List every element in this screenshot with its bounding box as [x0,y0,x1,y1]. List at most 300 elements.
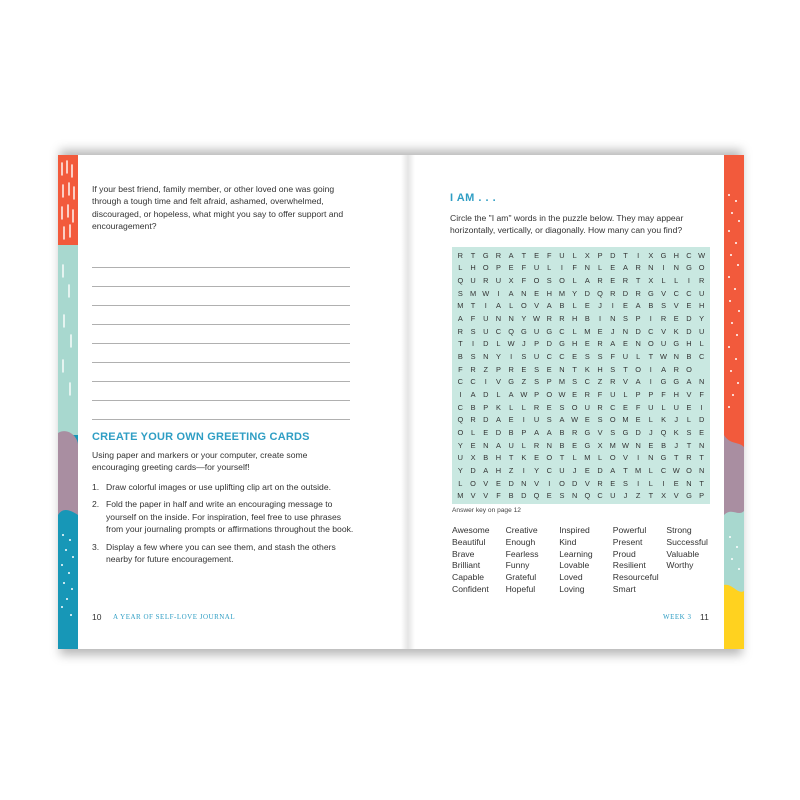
puzzle-letter[interactable]: L [572,326,577,336]
puzzle-letter[interactable]: E [470,440,476,450]
puzzle-letter[interactable]: F [496,491,501,501]
puzzle-letter[interactable]: E [534,288,539,298]
puzzle-letter[interactable]: X [508,276,514,286]
puzzle-letter[interactable]: T [623,364,628,374]
puzzle-letter[interactable]: L [458,263,463,273]
puzzle-letter[interactable]: D [521,491,527,501]
puzzle-letter[interactable]: I [662,263,665,273]
puzzle-letter[interactable]: Z [521,377,527,387]
puzzle-letter[interactable]: Y [534,465,539,475]
puzzle-letter[interactable]: N [622,326,629,336]
puzzle-letter[interactable]: O [546,389,553,399]
puzzle-letter[interactable]: H [470,263,476,273]
puzzle-letter[interactable]: G [508,377,515,387]
puzzle-letter[interactable]: L [496,339,501,349]
puzzle-letter[interactable]: Y [521,314,527,324]
puzzle-letter[interactable]: L [636,352,641,362]
puzzle-letter[interactable]: G [584,440,591,450]
puzzle-letter[interactable]: L [686,415,691,425]
puzzle-letter[interactable]: D [622,288,629,298]
puzzle-letter[interactable]: L [661,276,666,286]
puzzle-letter[interactable]: J [572,465,577,475]
puzzle-letter[interactable]: P [495,263,501,273]
puzzle-letter[interactable]: L [572,276,577,286]
puzzle-letter[interactable]: E [572,440,578,450]
writing-line[interactable] [92,382,350,401]
puzzle-letter[interactable]: E [546,491,552,501]
puzzle-letter[interactable]: L [521,402,526,412]
puzzle-letter[interactable]: O [635,364,642,374]
puzzle-letter[interactable]: Q [584,491,591,501]
puzzle-letter[interactable]: H [495,453,502,463]
puzzle-letter[interactable]: V [673,491,679,501]
puzzle-letter[interactable]: N [648,453,654,463]
puzzle-letter[interactable]: N [698,465,705,475]
puzzle-letter[interactable]: D [635,326,641,336]
puzzle-letter[interactable]: R [495,250,502,260]
puzzle-letter[interactable]: I [649,364,652,374]
puzzle-letter[interactable]: P [495,364,501,374]
puzzle-letter[interactable]: E [648,440,654,450]
puzzle-letter[interactable]: E [673,314,679,324]
puzzle-letter[interactable]: C [673,288,679,298]
puzzle-letter[interactable]: T [508,453,514,463]
puzzle-letter[interactable]: O [470,478,476,488]
puzzle-letter[interactable]: T [623,250,628,260]
puzzle-letter[interactable]: A [546,427,552,437]
puzzle-letter[interactable]: O [647,339,654,349]
puzzle-letter[interactable]: R [533,440,540,450]
puzzle-letter[interactable]: E [699,427,705,437]
puzzle-letter[interactable]: B [483,453,489,463]
puzzle-letter[interactable]: L [623,389,628,399]
puzzle-letter[interactable]: K [584,364,590,374]
puzzle-letter[interactable]: T [635,276,641,286]
puzzle-letter[interactable]: W [558,389,566,399]
puzzle-letter[interactable]: G [660,377,667,387]
puzzle-letter[interactable]: Q [597,288,603,298]
puzzle-letter[interactable]: D [483,389,489,399]
puzzle-letter[interactable]: R [470,415,476,425]
puzzle-letter[interactable]: T [673,453,679,463]
puzzle-letter[interactable]: G [482,250,489,260]
puzzle-letter[interactable]: N [635,339,641,349]
puzzle-letter[interactable]: I [649,314,652,324]
puzzle-letter[interactable]: N [673,352,679,362]
puzzle-letter[interactable]: A [508,389,514,399]
puzzle-letter[interactable]: A [584,276,590,286]
puzzle-letter[interactable]: G [559,339,565,349]
puzzle-letter[interactable]: C [559,326,565,336]
puzzle-letter[interactable]: N [698,440,705,450]
puzzle-letter[interactable]: V [534,301,539,311]
puzzle-letter[interactable]: F [635,402,641,412]
puzzle-letter[interactable]: A [534,427,539,437]
puzzle-letter[interactable]: I [687,276,690,286]
puzzle-letter[interactable]: F [661,389,666,399]
puzzle-letter[interactable]: U [559,465,565,475]
puzzle-letter[interactable]: N [571,491,578,501]
puzzle-letter[interactable]: H [597,364,603,374]
puzzle-letter[interactable]: J [648,427,653,437]
puzzle-letter[interactable]: I [459,389,462,399]
puzzle-letter[interactable]: J [674,415,679,425]
puzzle-letter[interactable]: I [522,465,525,475]
puzzle-letter[interactable]: Z [483,364,488,374]
puzzle-letter[interactable]: H [571,314,578,324]
puzzle-letter[interactable]: U [533,263,540,273]
puzzle-letter[interactable]: E [584,465,590,475]
puzzle-letter[interactable]: K [521,453,527,463]
puzzle-letter[interactable]: S [622,314,628,324]
puzzle-letter[interactable]: G [660,453,667,463]
puzzle-letter[interactable]: I [472,339,475,349]
puzzle-letter[interactable]: O [520,301,527,311]
puzzle-letter[interactable]: S [610,364,616,374]
puzzle-letter[interactable]: X [584,250,590,260]
puzzle-letter[interactable]: C [559,352,565,362]
puzzle-letter[interactable]: A [546,301,552,311]
puzzle-letter[interactable]: I [522,415,525,425]
puzzle-letter[interactable]: E [673,478,679,488]
puzzle-letter[interactable]: V [673,301,679,311]
puzzle-letter[interactable]: R [673,364,679,374]
puzzle-letter[interactable]: E [610,276,616,286]
puzzle-letter[interactable]: A [622,263,628,273]
puzzle-letter[interactable]: I [637,250,640,260]
puzzle-letter[interactable]: I [649,377,652,387]
puzzle-letter[interactable]: S [546,415,552,425]
puzzle-letter[interactable]: N [483,440,489,450]
puzzle-letter[interactable]: P [534,339,539,349]
puzzle-letter[interactable]: D [470,465,476,475]
puzzle-letter[interactable]: L [661,402,666,412]
writing-line[interactable] [92,268,350,287]
puzzle-letter[interactable]: G [686,491,692,501]
puzzle-letter[interactable]: E [610,263,616,273]
puzzle-letter[interactable]: E [686,402,692,412]
puzzle-letter[interactable]: L [699,339,704,349]
puzzle-letter[interactable]: N [495,314,502,324]
puzzle-letter[interactable]: R [597,478,603,488]
puzzle-letter[interactable]: U [660,339,667,349]
puzzle-letter[interactable]: W [520,389,528,399]
puzzle-letter[interactable]: D [635,427,641,437]
puzzle-letter[interactable]: C [457,402,464,412]
puzzle-letter[interactable]: R [457,250,464,260]
puzzle-letter[interactable]: P [635,389,641,399]
puzzle-letter[interactable]: R [622,276,629,286]
puzzle-letter[interactable]: Q [457,276,464,286]
puzzle-letter[interactable]: K [495,402,501,412]
puzzle-letter[interactable]: C [597,491,603,501]
puzzle-letter[interactable]: T [623,465,628,475]
puzzle-letter[interactable]: N [686,478,692,488]
puzzle-letter[interactable]: O [571,402,578,412]
puzzle-letter[interactable]: C [470,377,476,387]
puzzle-letter[interactable]: E [534,250,539,260]
puzzle-letter[interactable]: S [534,364,539,374]
puzzle-letter[interactable]: Q [457,415,464,425]
puzzle-letter[interactable]: D [483,415,489,425]
puzzle-letter[interactable]: D [597,465,603,475]
puzzle-letter[interactable]: C [495,326,502,336]
puzzle-letter[interactable]: E [686,301,692,311]
puzzle-letter[interactable]: O [686,364,692,374]
puzzle-letter[interactable]: X [661,491,666,501]
puzzle-letter[interactable]: U [495,276,502,286]
puzzle-letter[interactable]: E [622,301,628,311]
puzzle-letter[interactable]: I [548,478,551,488]
puzzle-letter[interactable]: E [495,478,501,488]
puzzle-letter[interactable]: Q [533,491,540,501]
puzzle-letter[interactable]: E [521,364,527,374]
puzzle-letter[interactable]: L [597,263,603,273]
puzzle-letter[interactable] [695,363,708,376]
puzzle-letter[interactable]: L [572,453,577,463]
puzzle-letter[interactable]: E [584,339,590,349]
puzzle-letter[interactable]: R [597,402,603,412]
puzzle-letter[interactable]: T [699,478,704,488]
puzzle-letter[interactable]: E [534,453,539,463]
puzzle-letter[interactable]: R [635,288,641,298]
puzzle-letter[interactable]: N [635,440,641,450]
puzzle-letter[interactable]: D [610,250,616,260]
puzzle-letter[interactable]: D [584,288,590,298]
puzzle-letter[interactable]: Q [508,326,515,336]
puzzle-letter[interactable]: L [597,453,603,463]
puzzle-letter[interactable]: N [584,263,590,273]
puzzle-letter[interactable]: P [597,250,603,260]
puzzle-letter[interactable]: R [470,364,476,374]
puzzle-letter[interactable]: L [572,250,577,260]
puzzle-letter[interactable]: E [622,402,628,412]
puzzle-letter[interactable]: I [484,377,487,387]
puzzle-letter[interactable]: A [483,465,489,475]
puzzle-letter[interactable]: R [508,364,514,374]
puzzle-letter[interactable]: P [521,427,527,437]
puzzle-letter[interactable]: C [584,377,590,387]
puzzle-letter[interactable]: F [521,263,527,273]
puzzle-letter[interactable]: E [546,402,552,412]
puzzle-letter[interactable]: S [686,427,692,437]
puzzle-letter[interactable]: A [495,415,501,425]
puzzle-letter[interactable]: M [622,415,629,425]
puzzle-letter[interactable]: A [661,364,666,374]
puzzle-letter[interactable]: L [648,478,653,488]
puzzle-letter[interactable]: N [698,377,705,387]
puzzle-letter[interactable]: U [698,326,705,336]
puzzle-letter[interactable]: Y [457,465,463,475]
writing-line[interactable] [92,363,350,382]
puzzle-letter[interactable]: S [457,288,463,298]
puzzle-letter[interactable]: G [622,427,629,437]
puzzle-letter[interactable]: E [610,478,616,488]
puzzle-letter[interactable]: L [648,415,653,425]
puzzle-letter[interactable]: V [534,478,539,488]
puzzle-letter[interactable]: L [674,276,679,286]
puzzle-letter[interactable]: T [572,364,577,374]
puzzle-letter[interactable]: L [509,402,514,412]
puzzle-letter[interactable]: N [521,478,527,488]
puzzle-letter[interactable]: K [673,326,679,336]
puzzle-letter[interactable]: P [483,402,489,412]
puzzle-letter[interactable]: F [597,389,603,399]
puzzle-letter[interactable]: L [458,478,463,488]
puzzle-letter[interactable]: V [584,478,590,488]
puzzle-letter[interactable]: N [559,364,565,374]
puzzle-letter[interactable]: M [457,491,464,501]
puzzle-letter[interactable]: U [648,402,654,412]
puzzle-letter[interactable]: M [558,288,566,298]
puzzle-letter[interactable]: S [572,377,578,387]
puzzle-letter[interactable]: A [495,440,501,450]
puzzle-letter[interactable]: U [533,326,540,336]
puzzle-letter[interactable]: P [635,314,641,324]
puzzle-letter[interactable]: C [686,288,692,298]
puzzle-letter[interactable]: E [483,427,489,437]
puzzle-letter[interactable]: N [546,440,552,450]
puzzle-letter[interactable]: R [546,314,552,324]
puzzle-letter[interactable]: A [635,377,641,387]
puzzle-letter[interactable]: G [520,326,527,336]
puzzle-letter[interactable]: I [497,288,500,298]
puzzle-letter[interactable]: U [610,491,616,501]
puzzle-letter[interactable]: I [484,301,487,311]
puzzle-letter[interactable]: I [611,301,614,311]
puzzle-letter[interactable]: S [597,415,603,425]
puzzle-letter[interactable]: I [599,314,602,324]
puzzle-letter[interactable]: E [572,352,578,362]
puzzle-letter[interactable]: Y [572,288,578,298]
puzzle-letter[interactable]: B [457,352,463,362]
puzzle-letter[interactable]: D [698,415,705,425]
puzzle-letter[interactable]: W [482,288,490,298]
puzzle-letter[interactable]: N [508,314,514,324]
puzzle-letter[interactable]: N [610,314,616,324]
puzzle-letter[interactable]: R [597,339,603,349]
puzzle-letter[interactable]: R [584,389,590,399]
writing-line[interactable] [92,306,350,325]
puzzle-letter[interactable]: F [546,250,552,260]
puzzle-letter[interactable]: B [686,352,692,362]
puzzle-letter[interactable]: V [622,377,628,387]
puzzle-letter[interactable]: S [534,377,539,387]
puzzle-letter[interactable]: U [457,453,464,463]
puzzle-letter[interactable]: U [559,250,565,260]
puzzle-letter[interactable]: C [686,250,692,260]
puzzle-letter[interactable]: H [673,389,679,399]
puzzle-letter[interactable]: Y [495,352,501,362]
puzzle-letter[interactable]: O [482,263,489,273]
puzzle-letter[interactable]: S [559,491,565,501]
puzzle-letter[interactable]: N [648,263,654,273]
puzzle-letter[interactable]: W [533,314,541,324]
puzzle-letter[interactable]: U [533,415,540,425]
puzzle-letter[interactable]: O [533,276,540,286]
puzzle-letter[interactable]: H [571,339,578,349]
puzzle-letter[interactable]: C [660,465,667,475]
puzzle-letter[interactable]: S [661,301,666,311]
puzzle-letter[interactable]: B [470,402,476,412]
puzzle-letter[interactable]: S [521,352,527,362]
puzzle-letter[interactable]: W [660,352,668,362]
puzzle-letter[interactable]: I [560,263,563,273]
puzzle-letter[interactable]: B [559,440,565,450]
puzzle-letter[interactable]: T [470,250,476,260]
puzzle-letter[interactable]: T [470,301,476,311]
puzzle-letter[interactable]: T [521,250,527,260]
puzzle-letter[interactable]: W [672,465,680,475]
puzzle-letter[interactable]: F [458,364,463,374]
puzzle-letter[interactable]: B [559,427,565,437]
puzzle-letter[interactable]: A [635,301,641,311]
puzzle-letter[interactable]: L [648,465,653,475]
puzzle-letter[interactable]: T [648,352,654,362]
puzzle-letter[interactable]: A [686,377,692,387]
puzzle-letter[interactable]: H [686,339,692,349]
puzzle-letter[interactable]: I [637,478,640,488]
puzzle-letter[interactable]: H [546,288,552,298]
puzzle-letter[interactable]: G [673,339,680,349]
puzzle-letter[interactable]: M [635,465,642,475]
puzzle-letter[interactable]: C [457,377,464,387]
puzzle-letter[interactable]: E [584,415,590,425]
puzzle-letter[interactable]: S [546,276,552,286]
puzzle-letter[interactable]: W [698,250,706,260]
puzzle-letter[interactable]: R [597,276,603,286]
puzzle-letter[interactable]: V [495,377,501,387]
puzzle-letter[interactable]: V [686,389,692,399]
puzzle-letter[interactable]: K [661,415,666,425]
puzzle-letter[interactable]: G [686,263,692,273]
puzzle-letter[interactable]: R [698,276,705,286]
puzzle-letter[interactable]: R [559,314,565,324]
puzzle-letter[interactable]: B [508,427,514,437]
puzzle-letter[interactable]: K [673,427,679,437]
puzzle-letter[interactable]: X [648,250,654,260]
puzzle-letter[interactable]: E [572,389,578,399]
puzzle-letter[interactable]: T [699,453,704,463]
puzzle-letter[interactable]: U [673,402,679,412]
puzzle-letter[interactable]: R [660,314,667,324]
puzzle-letter[interactable]: G [546,326,553,336]
puzzle-letter[interactable]: G [660,250,667,260]
puzzle-letter[interactable]: O [559,478,565,488]
puzzle-letter[interactable]: I [700,402,703,412]
puzzle-letter[interactable]: U [622,352,629,362]
puzzle-letter[interactable]: O [698,263,705,273]
puzzle-letter[interactable]: V [661,288,666,298]
puzzle-letter[interactable]: M [457,301,464,311]
puzzle-letter[interactable]: C [546,465,552,475]
puzzle-letter[interactable]: E [597,326,603,336]
puzzle-letter[interactable]: S [559,402,565,412]
puzzle-letter[interactable]: U [584,402,590,412]
puzzle-letter[interactable]: P [648,389,654,399]
puzzle-letter[interactable]: W [507,339,515,349]
puzzle-letter[interactable]: W [621,440,629,450]
puzzle-letter[interactable]: P [534,389,539,399]
puzzle-letter[interactable]: E [546,364,552,374]
puzzle-letter[interactable]: A [495,301,501,311]
puzzle-letter[interactable]: F [572,263,577,273]
puzzle-letter[interactable]: V [470,491,476,501]
puzzle-letter[interactable]: V [483,491,489,501]
puzzle-letter[interactable]: M [558,377,566,387]
puzzle-letter[interactable]: D [483,339,489,349]
puzzle-letter[interactable]: M [584,326,591,336]
